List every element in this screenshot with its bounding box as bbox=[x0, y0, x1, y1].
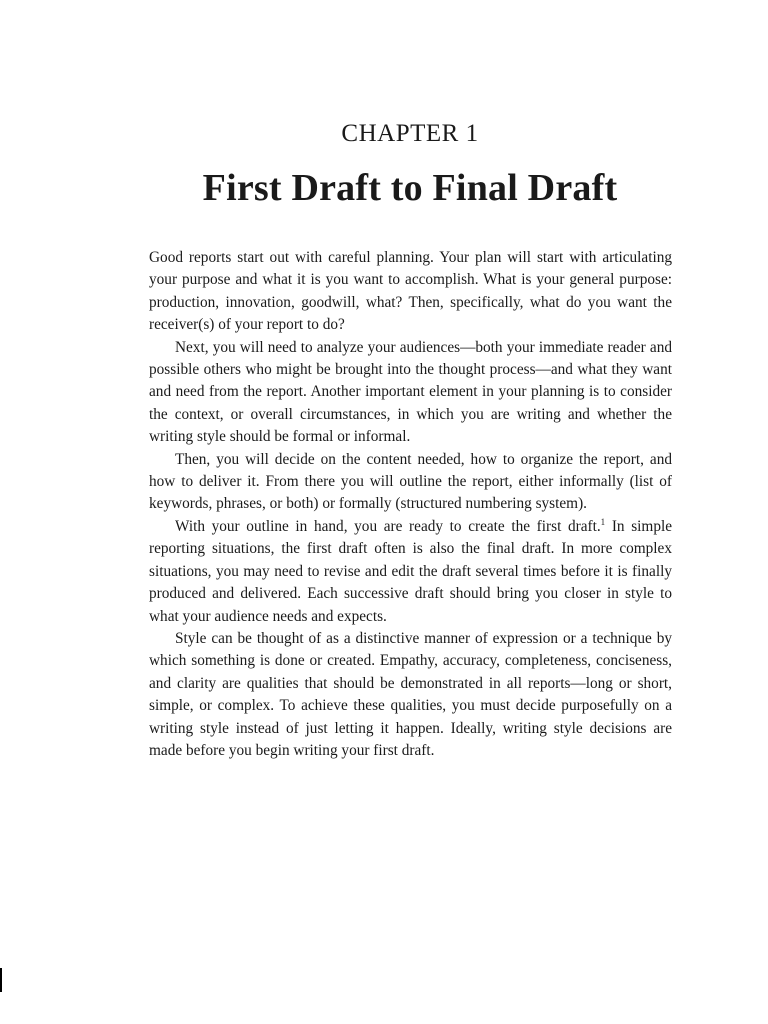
paragraph-4 bbox=[149, 516, 672, 628]
paragraph-3: Then, you will decide on the content needed, how to organize the report, and how to deliver it. From there you will outline the report, either informally (list of keywords, phrases, or both) or formally (structured numbering system). bbox=[149, 450, 672, 513]
chapter-label: CHAPTER 1 bbox=[341, 120, 479, 147]
paragraph-1: Good reports start out with careful planning. Your plan will start with articulating your purpose and what it is you want to accomplish. What is your general purpose: production, innovation, goodwill, what? Then, specifically, what do you want the receiver(s) of your report to do? bbox=[149, 249, 672, 334]
paragraph-4-sentence-1: With your outline in hand, you are ready to create the first draft. bbox=[175, 517, 601, 535]
chapter-body bbox=[149, 247, 672, 762]
footnote-reference[interactable]: 1 bbox=[600, 516, 606, 527]
paragraph-5: Style can be thought of as a distinctive manner of expression or a technique by which something is done or created. Empathy, accuracy, completeness, conciseness, and clarity are qualities that should be demonstrated in all reports—long or short, simple, or complex. To achieve these qualities, you must decide purposefully on a writing style instead of just letting it happen. Ideally, writing style decisions are made before you begin writing your first draft. bbox=[149, 629, 672, 759]
chapter-title: First Draft to Final Draft bbox=[202, 167, 618, 209]
paragraph-4-continuation: In simple reporting situations, the first draft often is also the final draft. In more complex situations, you may need to revise and edit the draft several times before it is finally produced and delivered. Each successive draft should bring you closer in style to what your audience needs and expects. bbox=[149, 517, 673, 625]
page-edge-mark bbox=[0, 968, 2, 992]
paragraph-2: Next, you will need to analyze your audiences—both your immediate reader and possible others who might be brought into the thought process—and what they want and need from the report. Another important element in your planning is to consider the context, or overall circumstances, in which you are writing and whether the writing style should be formal or informal. bbox=[149, 338, 672, 446]
